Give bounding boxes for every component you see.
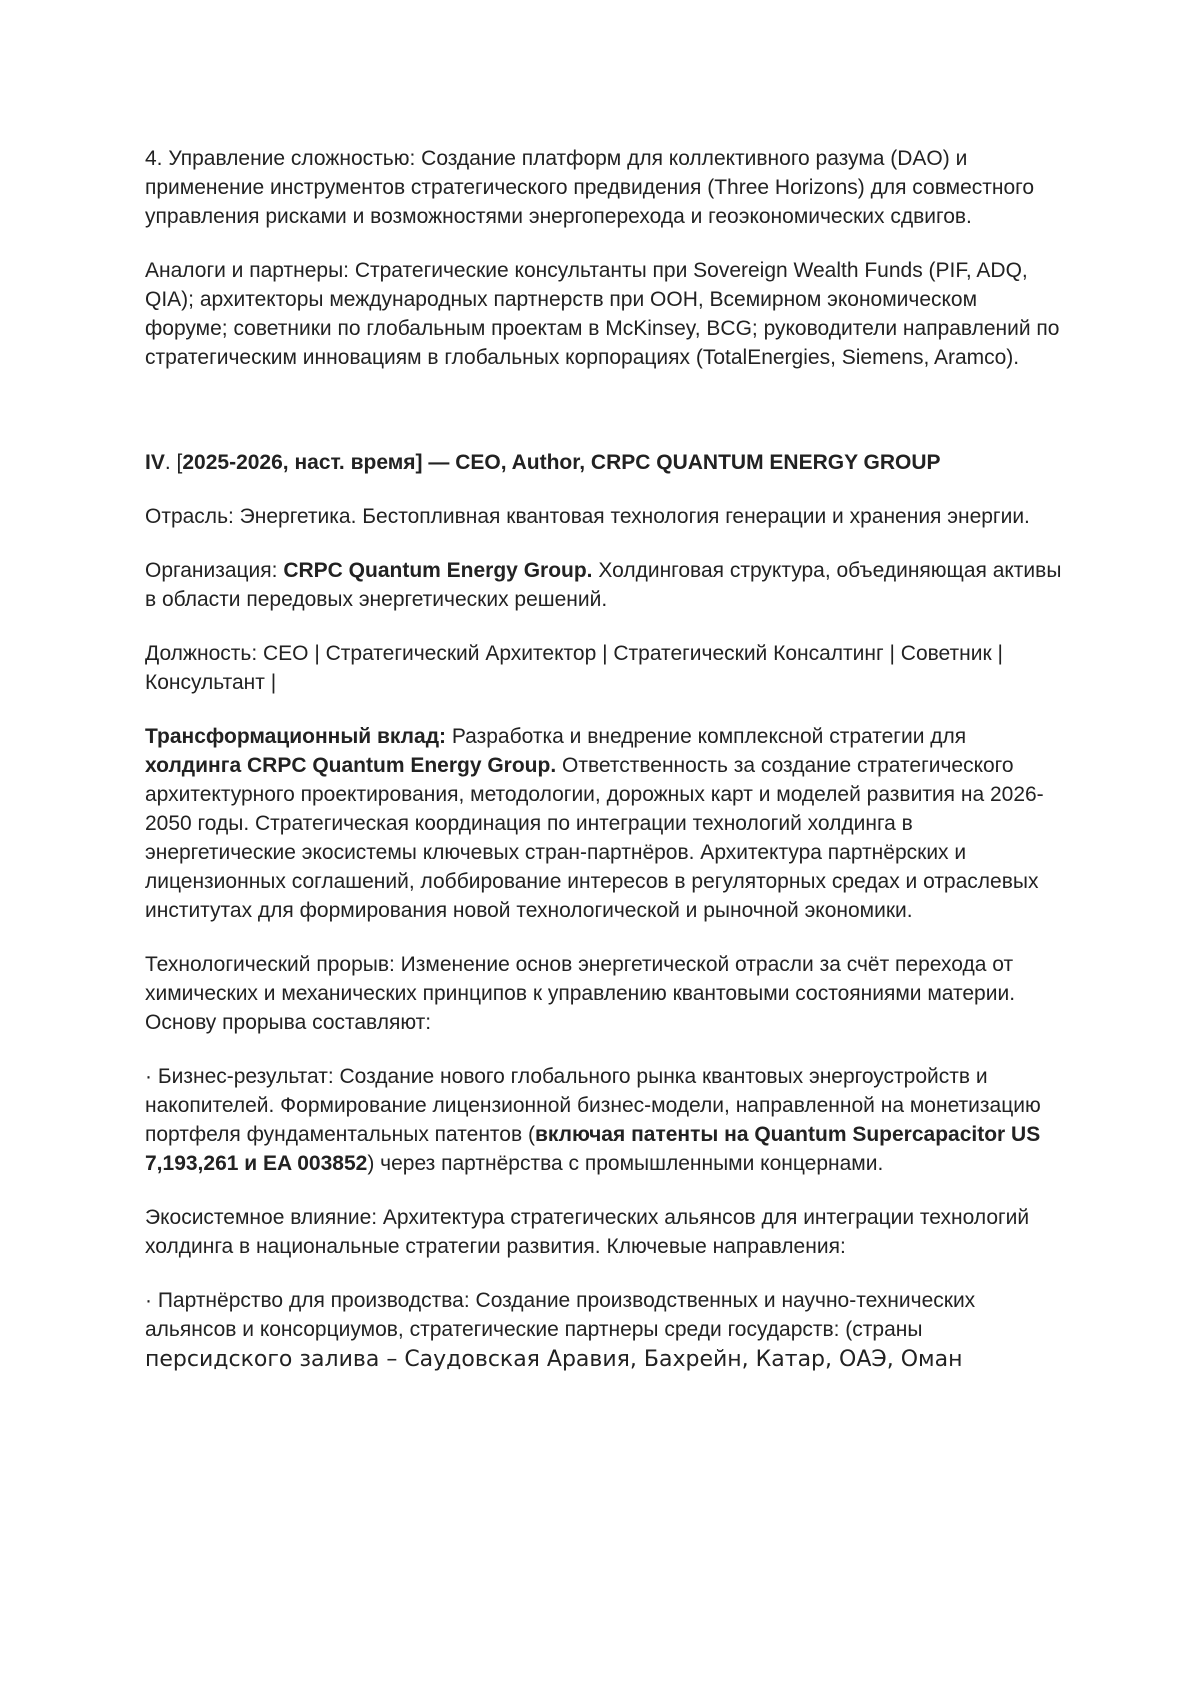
business-patents: включая патенты на Quantum Supercapacitor US 7,193,261 и EA 003852 [145, 1123, 1041, 1175]
paragraph-complexity-management: 4. Управление сложностью: Создание платформ для коллективного разума (DAO) и применение инструментов стратегического предвидения (Three Horizons) для совместного управления рисками и возможностями энергоперехода и геоэкономических сдвигов. [145, 147, 1035, 228]
business-text-start: · Бизнес-результат: Создание нового глобального рынка квантовых энергоустройств и накопителей. Формирование лицензионной бизнес-модели, направленной на монетизацию портфеля фундаментальных патентов ( [145, 1065, 1041, 1146]
partnership-text-start: · Партнёрство для производства: Создание производственных и научно-технических альянсов и консорциумов, стратегические партнеры среди государств: (страны [145, 1289, 976, 1341]
contribution-text-start: Разработка и внедрение комплексной стратегии для [446, 725, 967, 748]
section-separator: . [ [164, 451, 183, 474]
contribution-holding-name: холдинга CRPC Quantum Energy Group. [145, 754, 557, 777]
paragraph-contribution [145, 722, 1065, 925]
contribution-text-rest: Ответственность за создание стратегического архитектурного проектирования, методологии, дорожных карт и моделей развития на 2026-2050 годы. Стратегическая координация по интеграции технологий холдинга в энергетические экосистемы ключевых стран-партнёров. Архитектура партнёрских и лицензионных соглашений, лоббирование интересов в регуляторных средах и отраслевых институтах для формирования новой технологической и рыночной экономики. [145, 754, 1044, 922]
organization-name: CRPC Quantum Energy Group. [283, 559, 593, 582]
organization-description: Холдинговая структура, объединяющая активы в области передовых энергетических решений. [145, 559, 1062, 611]
paragraph-industry: Отрасль: Энергетика. Бестопливная квантовая технология генерации и хранения энергии. [145, 505, 1030, 528]
section-heading [145, 448, 1065, 477]
paragraph-analogs-partners: Аналоги и партнеры: Стратегические консультанты при Sovereign Wealth Funds (PIF, ADQ, QIA); архитекторы международных партнерств при ООН, Всемирном экономическом форуме; советники по глобальным проектам в McKinsey, BCG; руководители направлений по стратегическим инновациям в глобальных корпорациях (TotalEnergies, Siemens, Aramco). [145, 259, 1060, 369]
section-numeral: IV [145, 451, 165, 474]
organization-label: Организация: [145, 559, 284, 582]
paragraph-position: Должность: CEO | Стратегический Архитектор | Стратегический Консалтинг | Советник | Консультант | [145, 642, 1003, 694]
paragraph-organization [145, 556, 1065, 614]
contribution-label: Трансформационный вклад: [145, 725, 447, 748]
business-text-rest: ) через партнёрства с промышленными концернами. [367, 1152, 884, 1175]
document-body [145, 144, 1065, 1376]
paragraph-partnership [145, 1286, 1065, 1376]
paragraph-breakthrough: Технологический прорыв: Изменение основ энергетической отрасли за счёт перехода от химических и механических принципов к управлению квантовыми состояниями материи. Основу прорыва составляют: [145, 953, 1016, 1034]
paragraph-business-result [145, 1062, 1065, 1178]
partnership-text-continued: персидского залива – Саудовская Аравия, Бахрейн, Катар, ОАЭ, Оман [145, 1347, 963, 1372]
paragraph-ecosystem: Экосистемное влияние: Архитектура стратегических альянсов для интеграции технологий холдинга в национальные стратегии развития. Ключевые направления: [145, 1206, 1030, 1258]
section-title: 2025-2026, наст. время] — CEO, Author, CRPC QUANTUM ENERGY GROUP [182, 451, 941, 474]
